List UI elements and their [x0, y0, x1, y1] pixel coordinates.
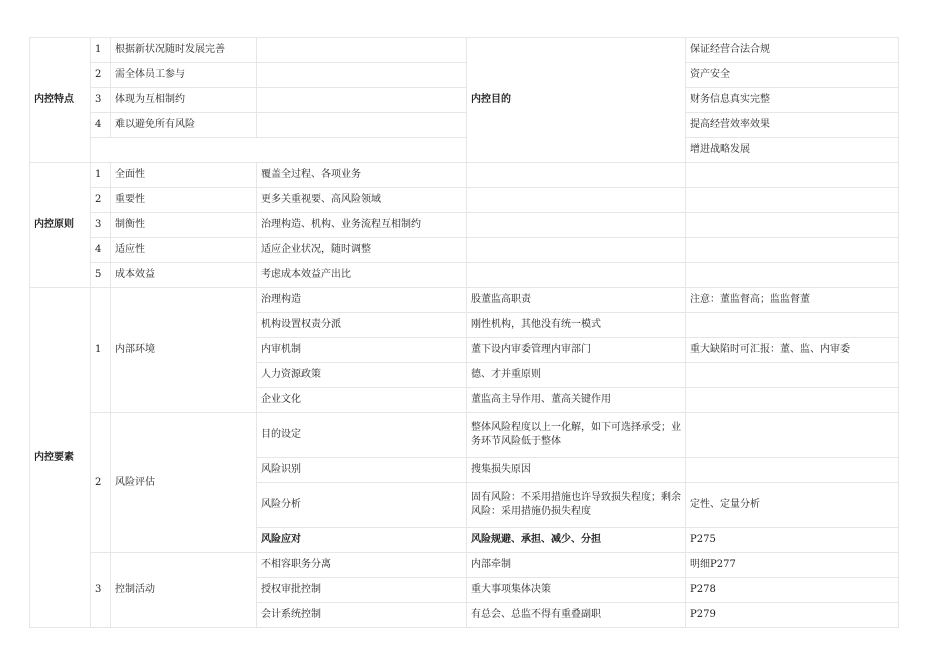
- element-note: [686, 313, 899, 338]
- table-row: [30, 413, 899, 458]
- element-item: 风险识别: [257, 458, 467, 483]
- principle-desc: 治理构造、机构、业务流程互相制约: [257, 213, 467, 238]
- element-note: 定性、定量分析: [686, 483, 899, 528]
- row-number: 2: [91, 188, 111, 213]
- empty-cell: [257, 38, 467, 63]
- element-item: 企业文化: [257, 388, 467, 413]
- element-note: [686, 363, 899, 388]
- characteristic-label: 难以避免所有风险: [111, 113, 257, 138]
- goal-item: 财务信息真实完整: [686, 88, 899, 113]
- empty-cell: [467, 188, 686, 213]
- element-note: 重大缺陷时可汇报：董、监、内审委: [686, 338, 899, 363]
- section-title-principles: 内控原则: [30, 163, 91, 288]
- characteristic-label: 体现为互相制约: [111, 88, 257, 113]
- principle-label: 全面性: [111, 163, 257, 188]
- goal-title: 内控目的: [467, 38, 686, 163]
- element-note: 明细P277: [686, 553, 899, 578]
- element-group-label: 内部环境: [111, 288, 257, 413]
- element-desc: 搜集损失原因: [467, 458, 686, 483]
- element-item: 治理构造: [257, 288, 467, 313]
- table-row: [30, 63, 899, 88]
- element-note: [686, 413, 899, 458]
- principle-desc: 覆盖全过程、各项业务: [257, 163, 467, 188]
- principle-label: 成本效益: [111, 263, 257, 288]
- element-desc: 德、才并重原则: [467, 363, 686, 388]
- principle-desc: 更多关重视要、高风险领域: [257, 188, 467, 213]
- element-desc: 重大事项集体决策: [467, 578, 686, 603]
- element-item: 授权审批控制: [257, 578, 467, 603]
- element-note: [686, 388, 899, 413]
- empty-cell: [467, 163, 686, 188]
- empty-cell: [686, 213, 899, 238]
- empty-cell: [467, 263, 686, 288]
- element-item: 机构设置权责分派: [257, 313, 467, 338]
- element-item: 风险分析: [257, 483, 467, 528]
- row-number: 3: [91, 88, 111, 113]
- element-note: P278: [686, 578, 899, 603]
- row-number: 2: [91, 63, 111, 88]
- element-item: 会计系统控制: [257, 603, 467, 628]
- element-item: 目的设定: [257, 413, 467, 458]
- element-desc: 风险规避、承担、减少、分担: [467, 528, 686, 553]
- row-number: 5: [91, 263, 111, 288]
- element-desc: 内部牵制: [467, 553, 686, 578]
- element-item: 内审机制: [257, 338, 467, 363]
- principle-label: 适应性: [111, 238, 257, 263]
- element-note: P275: [686, 528, 899, 553]
- empty-cell: [257, 63, 467, 88]
- empty-cell: [91, 138, 467, 163]
- empty-cell: [686, 163, 899, 188]
- element-group-label: 控制活动: [111, 553, 257, 628]
- row-number: 2: [91, 413, 111, 553]
- row-number: 3: [91, 213, 111, 238]
- table-row: [30, 188, 899, 213]
- element-desc: 整体风险程度以上一化解，如下可选择承受；业务环节风险低于整体: [467, 413, 686, 458]
- element-note: [686, 458, 899, 483]
- principle-desc: 考虑成本效益产出比: [257, 263, 467, 288]
- element-note: 注意：董监督高；监监督董: [686, 288, 899, 313]
- element-desc: 股董监高职责: [467, 288, 686, 313]
- table-row: [30, 138, 899, 163]
- characteristic-label: 根据新状况随时发展完善: [111, 38, 257, 63]
- row-number: 1: [91, 38, 111, 63]
- element-item: 不相容职务分离: [257, 553, 467, 578]
- table-row: [30, 263, 899, 288]
- row-number: 1: [91, 163, 111, 188]
- table-row: [30, 553, 899, 578]
- empty-cell: [686, 238, 899, 263]
- table-row: [30, 238, 899, 263]
- element-note: P279: [686, 603, 899, 628]
- goal-item: 保证经营合法合规: [686, 38, 899, 63]
- row-number: 4: [91, 238, 111, 263]
- characteristic-label: 需全体员工参与: [111, 63, 257, 88]
- empty-cell: [467, 213, 686, 238]
- empty-cell: [686, 188, 899, 213]
- element-desc: 董监高主导作用、董高关键作用: [467, 388, 686, 413]
- element-group-label: 风险评估: [111, 413, 257, 553]
- row-number: 1: [91, 288, 111, 413]
- element-desc: 董下设内审委管理内审部门: [467, 338, 686, 363]
- empty-cell: [257, 113, 467, 138]
- element-item: 风险应对: [257, 528, 467, 553]
- row-number: 4: [91, 113, 111, 138]
- empty-cell: [686, 263, 899, 288]
- section-title-elements: 内控要素: [30, 288, 91, 628]
- empty-cell: [467, 238, 686, 263]
- empty-cell: [257, 88, 467, 113]
- internal-control-table: [29, 37, 899, 628]
- section-title-characteristics: 内控特点: [30, 38, 91, 163]
- table-row: [30, 113, 899, 138]
- element-desc: 固有风险：不采用措施也许导致损失程度；剩余风险：采用措施仍损失程度: [467, 483, 686, 528]
- goal-item: 资产安全: [686, 63, 899, 88]
- table-row: [30, 288, 899, 313]
- element-desc: 刚性机构，其他没有统一模式: [467, 313, 686, 338]
- goal-item: 提高经营效率效果: [686, 113, 899, 138]
- row-number: 3: [91, 553, 111, 628]
- principle-label: 制衡性: [111, 213, 257, 238]
- table-row: [30, 88, 899, 113]
- element-desc: 有总会、总监不得有重叠副职: [467, 603, 686, 628]
- goal-item: 增进战略发展: [686, 138, 899, 163]
- principle-desc: 适应企业状况，随时调整: [257, 238, 467, 263]
- principle-label: 重要性: [111, 188, 257, 213]
- table-row: [30, 163, 899, 188]
- table-row: [30, 213, 899, 238]
- element-item: 人力资源政策: [257, 363, 467, 388]
- table-row: [30, 38, 899, 63]
